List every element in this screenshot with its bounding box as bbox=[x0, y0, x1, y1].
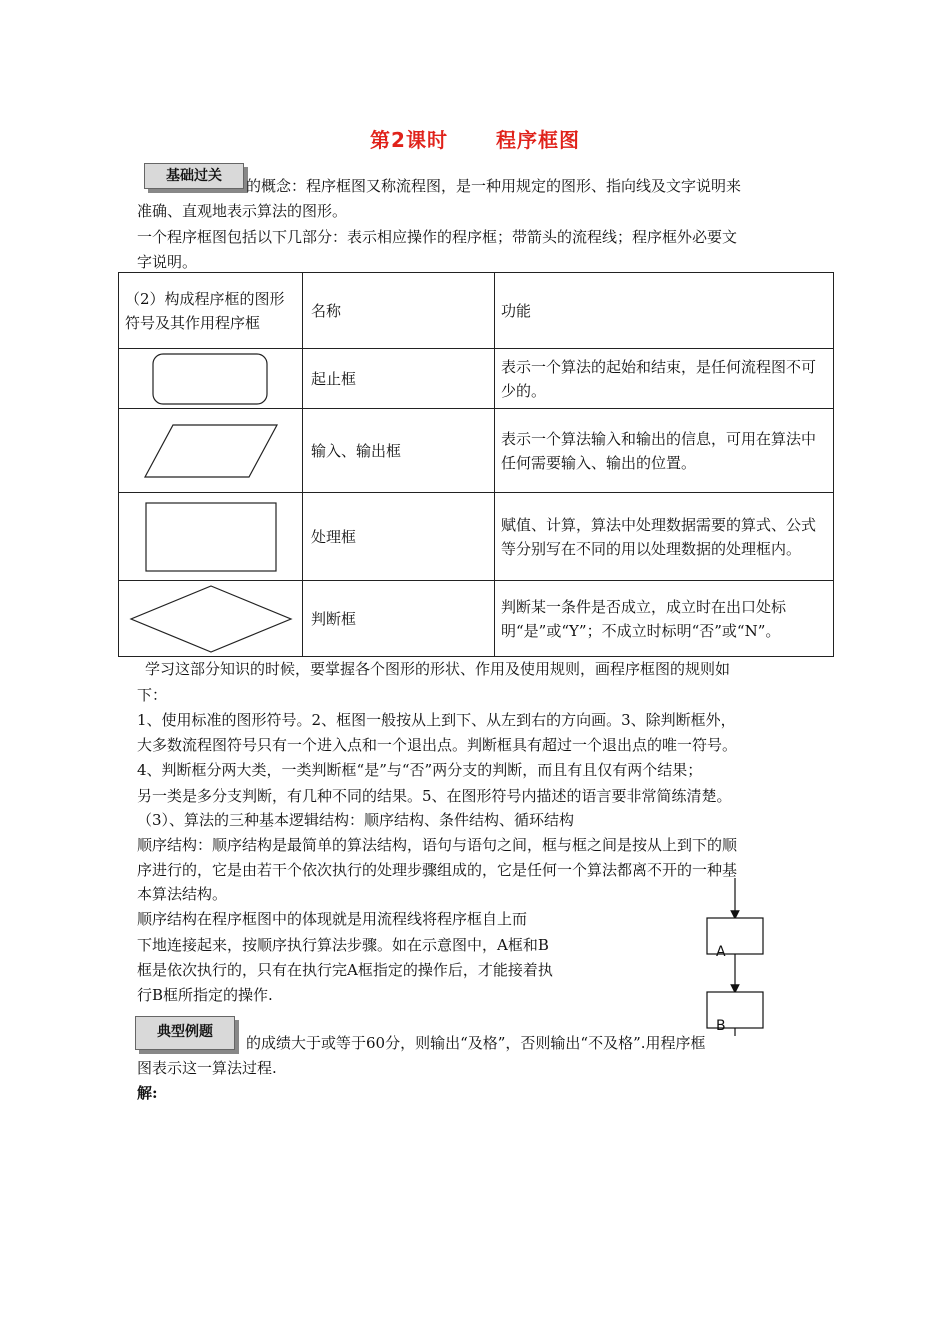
sequence-line-3: 本算法结构。 bbox=[137, 885, 228, 903]
parallelogram-shape-icon bbox=[143, 423, 279, 479]
table-cell-function: 表示一个算法输入和输出的信息，可用在算法中任何需要输入、输出的位置。 bbox=[495, 409, 834, 493]
lesson-topic: 程序框图 bbox=[495, 128, 580, 152]
rule-line-2: 大多数流程图符号只有一个进入点和一个退出点。判断框具有超过一个退出点的唯一符号。 bbox=[137, 736, 738, 754]
sequence-line-2: 序进行的，它是由若干个依次执行的处理步骤组成的，它是任何一个算法都离不开的一种基 bbox=[137, 861, 738, 879]
lesson-number: 第2课时 bbox=[370, 128, 448, 152]
decision-symbol-cell bbox=[119, 581, 303, 657]
rectangle-shape-icon bbox=[144, 501, 278, 573]
rule-line-3: 4、判断框分两大类，一类判断框“是”与“否”两分支的判断，而且有且仅有两个结果； bbox=[137, 761, 703, 779]
example-line-2: 图表示这一算法过程. bbox=[137, 1059, 277, 1077]
table-cell-name: 输入、输出框 bbox=[303, 409, 495, 493]
table-cell-name: 起止框 bbox=[303, 349, 495, 409]
example-line-1: 的成绩大于或等于60分，则输出“及格”，否则输出“不及格”.用程序框 bbox=[246, 1034, 706, 1052]
flowchart-symbol-table bbox=[118, 272, 834, 657]
sequence-flowchart bbox=[690, 878, 780, 1038]
terminal-shape-icon bbox=[151, 352, 271, 406]
table-row bbox=[119, 493, 834, 581]
rules-intro-line-2: 下： bbox=[137, 686, 168, 704]
process-symbol-cell bbox=[119, 493, 303, 581]
header-symbol: （2）构成程序框的图形符号及其作用程序框 bbox=[119, 273, 303, 349]
table-cell-name: 处理框 bbox=[303, 493, 495, 581]
io-symbol-cell bbox=[119, 409, 303, 493]
section-tag-examples: 典型例题 bbox=[135, 1016, 235, 1050]
sequence-line-6: 框是依次执行的，只有在执行完A框指定的操作后，才能接着执 bbox=[137, 961, 553, 979]
section-tag-basics: 基础过关 bbox=[144, 163, 244, 189]
table-row bbox=[119, 581, 834, 657]
structures-heading: （3）、算法的三种基本逻辑结构：顺序结构、条件结构、循环结构 bbox=[137, 811, 575, 829]
sequence-line-7: 行B框所指定的操作. bbox=[137, 986, 273, 1004]
rules-intro-line-1: 学习这部分知识的时候，要掌握各个图形的形状、作用及使用规则，画程序框图的规则如 bbox=[145, 660, 731, 678]
intro-line-4: 字说明。 bbox=[137, 253, 198, 271]
table-row bbox=[119, 409, 834, 493]
intro-line-3: 一个程序框图包括以下几部分：表示相应操作的程序框；带箭头的流程线；程序框外必要文 bbox=[137, 228, 738, 246]
table-cell-function: 表示一个算法的起始和结束，是任何流程图不可少的。 bbox=[495, 349, 834, 409]
sequence-line-4: 顺序结构在程序框图中的体现就是用流程线将程序框自上而 bbox=[137, 910, 528, 928]
table-row bbox=[119, 349, 834, 409]
diamond-shape-icon bbox=[129, 584, 293, 654]
intro-line-2: 准确、直观地表示算法的图形。 bbox=[137, 202, 348, 220]
table-cell-function: 判断某一条件是否成立，成立时在出口处标明“是”或“Y”；不成立时标明“否”或“N”。 bbox=[495, 581, 834, 657]
page-title bbox=[0, 124, 950, 153]
terminal-symbol-cell bbox=[119, 349, 303, 409]
table-cell-name: 判断框 bbox=[303, 581, 495, 657]
answer-label: 解: bbox=[137, 1084, 158, 1102]
flowchart-box-b-label: B bbox=[716, 1018, 726, 1034]
sequence-flowchart-lines bbox=[690, 878, 780, 1038]
table-cell-function: 赋值、计算，算法中处理数据需要的算式、公式等分别写在不同的用以处理数据的处理框内。 bbox=[495, 493, 834, 581]
rule-line-4: 另一类是多分支判断，有几种不同的结果。5、在图形符号内描述的语言要非常简练清楚。 bbox=[137, 787, 732, 805]
sequence-line-1: 顺序结构：顺序结构是最简单的算法结构，语句与语句之间，框与框之间是按从上到下的顺 bbox=[137, 836, 738, 854]
sequence-line-5: 下地连接起来，按顺序执行算法步骤。如在示意图中，A框和B bbox=[137, 936, 549, 954]
rule-line-1: 1、使用标准的图形符号。2、框图一般按从上到下、从左到右的方向画。3、除判断框外， bbox=[137, 711, 736, 729]
flowchart-box-a-label: A bbox=[716, 944, 726, 960]
table-header-row bbox=[119, 273, 834, 349]
header-name: 名称 bbox=[303, 273, 495, 349]
header-function: 功能 bbox=[495, 273, 834, 349]
intro-line-1: 的概念：程序框图又称流程图，是一种用规定的图形、指向线及文字说明来 bbox=[246, 177, 742, 195]
